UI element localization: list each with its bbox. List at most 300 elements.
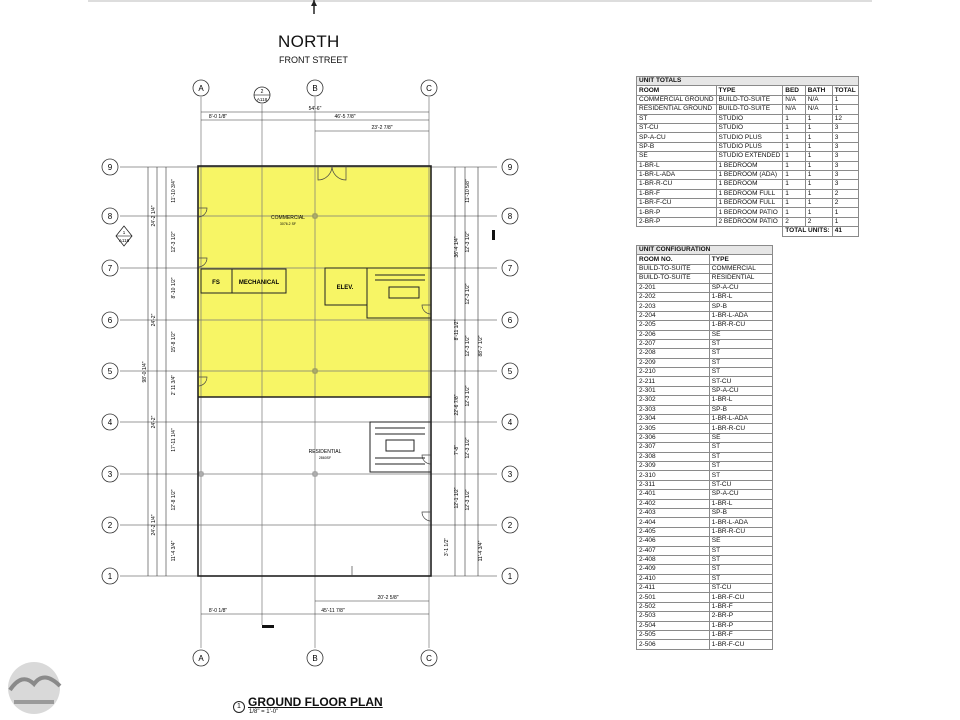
table-cell: 2 [832,199,858,208]
dim-right-98: 11'-10 5/8" [465,179,471,203]
table-cell: 2-405 [637,527,710,536]
table-cell: 1 [832,105,858,114]
table-row [637,95,859,104]
table-cell: 2-204 [637,311,710,320]
table-cell: ST [709,452,772,461]
table-cell: 1-BR-L-ADA [709,415,772,424]
table-cell: 1-BR-R-CU [709,321,772,330]
table-cell: SP-B [637,142,717,151]
table-cell: N/A [783,105,805,114]
table-cell: ST [709,555,772,564]
table-cell: SP-B [709,405,772,414]
table-cell: 1-BR-L-ADA [637,170,717,179]
table-cell: SE [709,330,772,339]
grid-row-5-left: 5 [107,367,113,376]
table-cell: 1 [832,217,858,226]
table-row [637,264,773,273]
table-header-cell: ROOM [637,86,717,95]
table-cell: 2-504 [637,621,710,630]
table-cell: 12 [832,114,858,123]
dim-top-right: 23'-2 7/8" [371,125,393,131]
table-row [637,424,773,433]
table-cell: 1 [805,189,832,198]
residential-stair [370,422,431,472]
street-name: FRONT STREET [279,55,348,65]
dim-right-21: 12'-3 1/2" [465,489,471,511]
total-units-spacer [637,227,783,236]
dim-right-54: 12'-3 1/2" [465,385,471,407]
dim-right-7: 36'-4 1/4" [454,236,460,258]
grid-row-9-right: 9 [507,163,513,172]
plan-scale: 1/8" = 1'-0" [249,709,279,715]
dim-top-left: 8'-0 1/8" [208,114,228,120]
dim-left-32: 12'-8 1/2" [171,489,177,511]
section-marker-sheet: A118 [118,238,130,243]
grid-row-1-left: 1 [107,572,113,581]
grid-col-b-bottom: B [312,654,318,663]
table-cell: 1-BR-F [709,631,772,640]
table-cell: 1 [783,123,805,132]
table-header-cell: TYPE [716,86,783,95]
dim-right-65: 12'-3 1/2" [465,335,471,357]
callout-number: 2 [260,89,264,95]
table-cell: 1 [783,142,805,151]
table-cell: 2-310 [637,471,710,480]
dim-left-21: 11'-4 3/4" [171,540,177,562]
table-row [637,452,773,461]
table-row [637,321,773,330]
grid-row-3-right: 3 [507,470,513,479]
table-cell: RESIDENTIAL GROUND [637,105,717,114]
table-row [637,142,859,151]
table-cell: 2 BEDROOM PATIO [716,217,783,226]
table-row [637,311,773,320]
room-mechanical-label: MECHANICAL [238,280,280,286]
callout-sheet: A118 [256,97,268,102]
table-cell: 2-209 [637,358,710,367]
table-cell: 1 [783,133,805,142]
table-header-cell: BED [783,86,805,95]
table-cell: 2-410 [637,574,710,583]
table-cell: 1-BR-L-ADA [709,311,772,320]
section-marker-id: 1 [122,230,126,235]
table-cell: 2-208 [637,349,710,358]
table-header-cell: TOTAL [832,86,858,95]
table-row [637,302,773,311]
table-row [637,339,773,348]
table-cell: BUILD-TO-SUITE [716,105,783,114]
room-elevator-label: ELEV. [336,285,354,291]
dim-left-major-4: 24'-2 1/4" [151,514,157,536]
table-row [637,480,773,489]
table-row [637,199,859,208]
table-row [637,631,773,640]
room-residential-area: 2860SF [318,456,332,460]
table-cell: 2-311 [637,480,710,489]
dim-bottom-right: 20'-2 5/8" [377,595,399,601]
table-cell: ST [709,574,772,583]
dim-bottom-left: 8'-0 1/8" [208,608,228,614]
table-row [637,537,773,546]
grid-row-4-right: 4 [507,418,513,427]
table-cell: 1 BEDROOM PATIO [716,208,783,217]
north-heading: NORTH [278,32,340,51]
table-cell: ST [709,368,772,377]
table-row [637,189,859,198]
table-cell: 1 [783,180,805,189]
grid-row-2-left: 2 [107,521,113,530]
table-row [637,584,773,593]
dim-right-43: 12'-3 1/2" [465,437,471,459]
table-cell: 1 [783,161,805,170]
grid-row-7-right: 7 [507,264,513,273]
table-row [637,593,773,602]
dim-right-6a: 8'-11 1/2" [454,319,460,341]
table-cell: ST [709,565,772,574]
table-row [637,386,773,395]
table-cell: N/A [805,105,832,114]
table-cell: ST-CU [709,480,772,489]
unit-totals-title: UNIT TOTALS [637,77,859,86]
table-cell: 2 [805,217,832,226]
table-cell: SP-A-CU [709,386,772,395]
grid-row-3-left: 3 [107,470,113,479]
table-cell: N/A [783,95,805,104]
table-row [637,292,773,301]
table-header-cell: TYPE [709,255,772,264]
table-cell: 1 [805,208,832,217]
dim-left-major-1: 24'-2 1/4" [151,205,157,227]
table-row [637,518,773,527]
table-cell: STUDIO EXTENDED [716,152,783,161]
table-cell: 2-202 [637,292,710,301]
table-cell: 1-BR-R-CU [709,527,772,536]
section-marker-icon [116,226,132,246]
table-cell: 3 [832,161,858,170]
table-row [637,152,859,161]
grid-row-5-right: 5 [507,367,513,376]
table-cell: 2-206 [637,330,710,339]
table-cell: 1 [805,170,832,179]
table-cell: 2-505 [637,631,710,640]
grid-row-8-right: 8 [507,212,513,221]
table-cell: STUDIO PLUS [716,142,783,151]
grid-row-4-left: 4 [107,418,113,427]
dim-left-76: 8'-10 1/2" [171,277,177,299]
table-row [637,443,773,452]
table-row [637,114,859,123]
table-cell: 2-302 [637,396,710,405]
table-cell: 1-BR-F-CU [709,640,772,649]
total-units-label: TOTAL UNITS: [783,227,832,236]
table-row [637,565,773,574]
table-cell: COMMERCIAL GROUND [637,95,717,104]
table-cell: SP-B [709,508,772,517]
table-cell: SP-A-CU [709,283,772,292]
table-row [637,602,773,611]
table-cell: 2-304 [637,415,710,424]
table-cell: STUDIO [716,114,783,123]
grid-row-8-left: 8 [107,212,113,221]
table-row [637,274,773,283]
grid-col-c-bottom: C [426,654,432,663]
table-cell: ST [709,546,772,555]
table-cell: 1-BR-R-CU [637,180,717,189]
table-row [637,368,773,377]
table-cell: STUDIO [716,123,783,132]
table-cell: 1-BR-P [709,621,772,630]
dim-bottom-mid: 45'-11 7/8" [321,608,345,614]
table-cell: 1-BR-L [709,499,772,508]
table-cell: 2-BR-P [709,612,772,621]
table-cell: 1-BR-L-ADA [709,518,772,527]
table-cell: 1 [805,133,832,142]
table-row [637,415,773,424]
dim-right-76: 12'-3 1/2" [465,283,471,305]
table-cell: 1 [805,142,832,151]
table-cell: 2-207 [637,339,710,348]
table-cell: 1 [783,199,805,208]
table-cell: 1-BR-R-CU [709,424,772,433]
table-header-row [637,86,859,95]
table-cell: RESIDENTIAL [709,274,772,283]
table-cell: 2-210 [637,368,710,377]
dim-left-98: 11'-10 3/4" [171,179,177,203]
table-row [637,461,773,470]
table-row [637,433,773,442]
table-row [637,170,859,179]
table-cell: 1-BR-F-CU [709,593,772,602]
table-cell: 1 BEDROOM [716,161,783,170]
table-cell: 1 [783,170,805,179]
grid-row-2-right: 2 [507,521,513,530]
table-cell: 1 [805,152,832,161]
table-cell: SE [709,433,772,442]
table-row [637,508,773,517]
unit-config-title: UNIT CONFIGURATION [637,246,773,255]
table-cell: 2-402 [637,499,710,508]
table-row [637,123,859,132]
unit-totals-table [636,76,859,237]
grid-col-b-top: B [312,84,318,93]
table-cell: SE [637,152,717,161]
grid-row-6-left: 6 [107,316,113,325]
table-row [637,208,859,217]
dim-left-87: 12'-3 1/2" [171,231,177,253]
table-cell: 2-407 [637,546,710,555]
room-commercial-label: COMMERCIAL [271,215,305,221]
table-row [637,612,773,621]
table-cell: 3 [832,152,858,161]
table-row [637,490,773,499]
unit-config-table [636,245,773,650]
table-cell: 2-203 [637,302,710,311]
table-cell: 1 [832,95,858,104]
dim-left-major-3: 24'-2" [151,415,157,429]
table-cell: ST [709,358,772,367]
table-row [637,330,773,339]
table-cell: BUILD-TO-SUITE [637,274,710,283]
commercial-area-fill [198,166,431,397]
table-cell: BUILD-TO-SUITE [637,264,710,273]
table-cell: 2-403 [637,508,710,517]
table-row [637,405,773,414]
dim-right-1: 11'-4 3/4" [478,540,484,562]
table-cell: 1 BEDROOM (ADA) [716,170,783,179]
table-cell: 2-411 [637,584,710,593]
table-cell: 2-201 [637,283,710,292]
table-cell: SP-A-CU [637,133,717,142]
table-row [637,527,773,536]
table-cell: 1 [783,114,805,123]
table-cell: ST-CU [709,377,772,386]
grid-col-a-top: A [198,84,204,93]
dim-left-65: 15'-8 1/2" [171,331,177,353]
table-cell: 1-BR-P [637,208,717,217]
table-cell: 2-309 [637,461,710,470]
table-cell: 2 [783,217,805,226]
table-cell: ST [709,461,772,470]
table-row [637,574,773,583]
grid-row-7-left: 7 [107,264,113,273]
company-logo [8,662,60,714]
plan-title-number: 1 [233,701,245,713]
table-cell: 2-401 [637,490,710,499]
grid-col-c-top: C [426,84,432,93]
table-cell: 2-409 [637,565,710,574]
table-row [637,283,773,292]
table-cell: 1-BR-L [709,292,772,301]
table-cell: 1-BR-F [709,602,772,611]
table-cell: 1 [805,180,832,189]
dim-top-mid: 46'-5 7/8" [334,114,356,120]
plan-title: GROUND FLOOR PLAN [248,695,383,709]
table-cell: 2-303 [637,405,710,414]
table-cell: 3 [832,180,858,189]
dim-overall-width: 54'-6" [308,106,322,112]
table-cell: SP-B [709,302,772,311]
table-cell: 2-406 [637,537,710,546]
table-cell: 1 [783,152,805,161]
dim-right-4b: 7'-8" [454,445,460,455]
table-row [637,161,859,170]
table-cell: COMMERCIAL [709,264,772,273]
table-row [637,349,773,358]
table-row [637,377,773,386]
room-residential-label: RESIDENTIAL [308,449,342,455]
table-cell: 1 [783,208,805,217]
table-cell: 3 [832,123,858,132]
table-cell: ST-CU [709,584,772,593]
table-row [637,396,773,405]
table-header-cell: ROOM NO. [637,255,710,264]
table-cell: 1 [832,208,858,217]
dim-right-32: 12'-1 1/2" [454,487,460,509]
table-cell: STUDIO PLUS [716,133,783,142]
table-cell: ST [709,339,772,348]
table-header-cell: BATH [805,86,832,95]
dim-left-major-2: 24'-2" [151,313,157,327]
table-cell: SP-A-CU [709,490,772,499]
table-cell: 2-503 [637,612,710,621]
table-cell: 1 [805,114,832,123]
dim-left-overall: 98'-0 1/4" [142,361,148,383]
table-cell: 1-BR-L [637,161,717,170]
table-cell: 2 [832,189,858,198]
table-cell: 1 [783,189,805,198]
table-cell: 2-506 [637,640,710,649]
table-cell: 1 BEDROOM [716,180,783,189]
table-row [637,133,859,142]
dim-right-87: 12'-3 1/2" [465,231,471,253]
table-cell: 2-408 [637,555,710,564]
table-cell: 2-305 [637,424,710,433]
section-cut-bottom [262,625,274,628]
table-cell: 3 [832,133,858,142]
grid-row-9-left: 9 [107,163,113,172]
table-row [637,217,859,226]
table-row [637,180,859,189]
table-cell: ST [709,349,772,358]
table-cell: 2-307 [637,443,710,452]
dim-right-5b: 22'-6 7/8" [454,394,460,416]
table-row [637,499,773,508]
total-units-row [637,227,859,236]
table-cell: SE [709,537,772,546]
dim-right-1b: 3'-1 1/2" [444,537,450,557]
table-cell: 2-205 [637,321,710,330]
grid-col-a-bottom: A [198,654,204,663]
table-row [637,621,773,630]
table-cell: 2-308 [637,452,710,461]
grid-row-6-right: 6 [507,316,513,325]
table-cell: 1 [805,123,832,132]
table-cell: 2-502 [637,602,710,611]
grid-row-1-right: 1 [507,572,513,581]
table-cell: 3 [832,170,858,179]
table-row [637,471,773,480]
table-cell: ST [637,114,717,123]
table-cell: 1-BR-F-CU [637,199,717,208]
table-cell: 1 BEDROOM FULL [716,199,783,208]
table-cell: N/A [805,95,832,104]
room-commercial-area: 3076.2 SF [279,222,297,226]
table-cell: 1-BR-L [709,396,772,405]
total-units-value: 41 [832,227,858,236]
table-row [637,358,773,367]
table-cell: 2-301 [637,386,710,395]
table-cell: 2-501 [637,593,710,602]
table-cell: BUILD-TO-SUITE [716,95,783,104]
table-cell: 1-BR-F [637,189,717,198]
dim-right-6b: 88'-7 1/2" [478,335,484,357]
north-arrow-icon [311,0,317,14]
table-row [637,640,773,649]
table-cell: ST [709,443,772,452]
table-cell: 2-404 [637,518,710,527]
table-cell: 2-211 [637,377,710,386]
table-header-row [637,255,773,264]
table-cell: 2-306 [637,433,710,442]
dim-left-43: 17'-11 1/4" [171,428,177,452]
table-cell: 1 [805,199,832,208]
room-fs-label: FS [212,280,220,286]
table-cell: 1 [805,161,832,170]
table-row [637,105,859,114]
table-cell: 2-BR-P [637,217,717,226]
table-cell: 3 [832,142,858,151]
table-cell: ST [709,471,772,480]
